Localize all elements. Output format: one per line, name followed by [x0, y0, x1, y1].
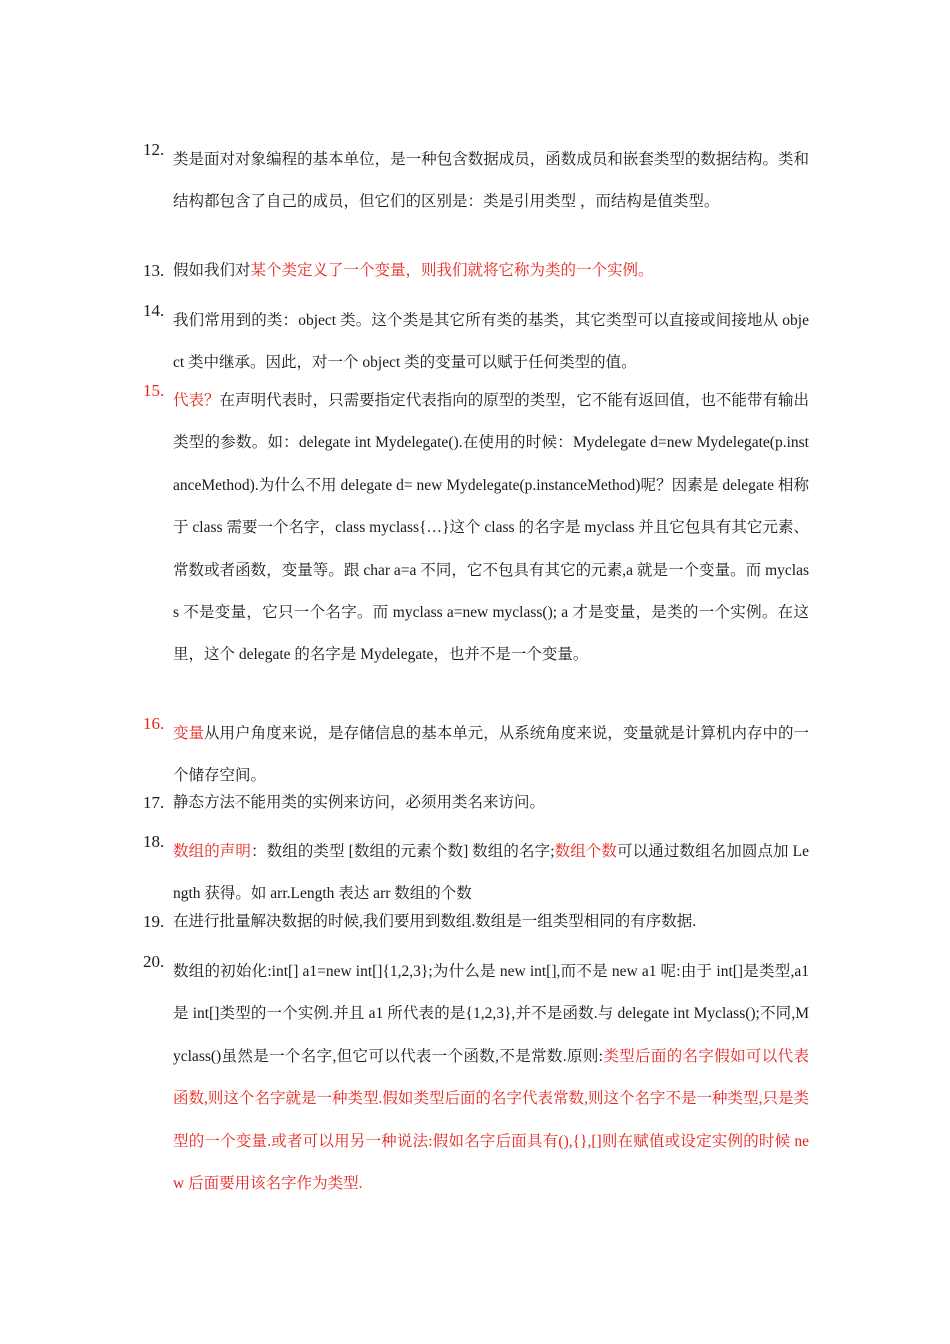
item-number: 19. [143, 912, 165, 931]
highlighted-text: 代表？ [173, 392, 220, 409]
item-text [173, 300, 809, 384]
list-item-18 [143, 831, 809, 915]
text-segment: 类是面对对象编程的基本单位，是一种包含数据成员，函数成员和嵌套类型的数据结构。类和结构都包含了自己的成员，但它们的区别是：类是引用类型 ，而结构是值类型。 [173, 151, 809, 210]
text-segment: 在声明代表时，只需要指定代表指向的原型的类型，它不能有返回值，也不能带有输出类型的参数。如：delegate int Mydelegate().在使用的时候：Mydelegate d=new Mydelegate(p.instanceMethod).为什么不用 delegate d= new Mydelegate(p.instanceMethod)呢？因素是 delegate 相称于 class 需要一个名字，class myclass{…}这个 class 的名字是 myclass 并且它包具有其它元素、常数或者函数，变量等。跟 char a=a 不同，它不包具有其它的元素,a 就是一个变量。而 myclass 不是变量，它只一个名字。而 myclass a=new myclass(); a 才是变量，是类的一个实例。在这里，这个 delegate 的名字是 Mydelegate，也并不是一个变量。 [173, 392, 809, 664]
highlighted-text: 类型后面的名字假如可以代表函数,则这个名字就是一种类型.假如类型后面的名字代表常数,则这个名字不是一种类型,只是类型的一个变量.或者可以用另一种说法:假如名字后面具有(),{},[]则在赋值或设定实例的时候 new 后面要用该名字作为类型. [173, 1047, 809, 1193]
list-item-13 [143, 260, 809, 281]
item-number: 17. [143, 793, 165, 812]
list-item-15 [143, 380, 809, 677]
list-item-19 [143, 911, 809, 932]
item-number: 15. [143, 381, 165, 400]
text-segment: 在进行批量解决数据的时候,我们要用到数组.数组是一组类型相同的有序数据. [173, 913, 697, 930]
text-segment: 假如我们对 [173, 262, 251, 279]
text-segment: 数组的初始化:int[] a1=new int[]{1,2,3};为什么是 new int[],而不是 new a1 呢:由于 int[]是类型,a1 是 int[]类型的一个实例.并且 a1 所代表的是{1,2,3},并不是函数.与 delegate int Myclass();不同,Myclass()虽然是一个名字,但它可以代表一个函数,不是常数.原则: [173, 963, 809, 1065]
list-item-20 [143, 951, 809, 1205]
item-text [173, 139, 809, 223]
item-text [173, 713, 809, 797]
item-text [173, 951, 809, 1205]
highlighted-text: 数组个数 [554, 843, 618, 860]
highlighted-text: 某个类定义了一个变量，则我们就将它称为类的一个实例。 [250, 262, 654, 279]
list-item-12 [143, 139, 809, 223]
item-text [173, 260, 809, 281]
list-item-17 [143, 792, 809, 813]
highlighted-text: 变量 [173, 725, 205, 742]
item-number: 20. [143, 952, 165, 971]
text-segment: 可以通过数组名加圆点加 Length 获得。如 arr.Length 表达 arr 数组的个数 [173, 843, 809, 902]
text-segment: 我们常用到的类：object 类。这个类是其它所有类的基类，其它类型可以直接或间接地从 object 类中继承。因此，对一个 object 类的变量可以赋于任何类型的值。 [173, 312, 809, 371]
item-number: 13. [143, 261, 165, 280]
item-number: 14. [143, 301, 165, 320]
item-text [173, 792, 809, 813]
item-number: 18. [143, 832, 165, 851]
list-item-16 [143, 713, 809, 797]
item-number: 16. [143, 714, 165, 733]
item-text [173, 911, 809, 932]
text-segment: ：数组的类型 [数组的元素个数] 数组的名字; [251, 843, 555, 860]
item-text [173, 380, 809, 677]
text-segment: 从用户角度来说，是存储信息的基本单元，从系统角度来说，变量就是计算机内存中的一个储存空间。 [173, 725, 809, 784]
item-text [173, 831, 809, 915]
list-item-14 [143, 300, 809, 384]
text-segment: 静态方法不能用类的实例来访问，必须用类名来访问。 [173, 794, 546, 811]
highlighted-text: 数组的声明 [173, 843, 252, 860]
item-number: 12. [143, 140, 165, 159]
